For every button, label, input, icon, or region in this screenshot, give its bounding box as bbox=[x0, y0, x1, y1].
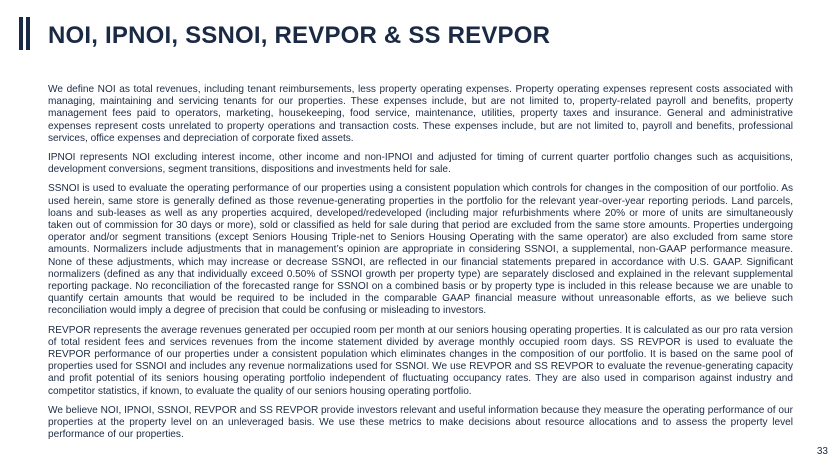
body-text bbox=[48, 84, 793, 448]
accent-bar bbox=[26, 17, 30, 50]
paragraph-ipnoi-definition: IPNOI represents NOI excluding interest income, other income and non-IPNOI and adjusted for timing of current quarter portfolio changes such as acquisitions, development conversions, segment transitions, dispositions and investments held for sale. bbox=[48, 152, 793, 176]
page-number: 33 bbox=[816, 446, 828, 457]
accent-bar bbox=[19, 17, 23, 50]
paragraph-noi-definition: We define NOI as total revenues, including tenant reimbursements, less property operating expenses. Property operating expenses represent costs associated with managing, maintaining and servicing tenants for our properties. These expenses include, but are not limited to, property-related payroll and benefits, property management fees paid to operators, marketing, housekeeping, food service, maintenance, utilities, property taxes and insurance. General and administrative expenses represent costs unrelated to property operations and transaction costs. These expenses include, but are not limited to, payroll and benefits, professional services, office expenses and depreciation of corporate fixed assets. bbox=[48, 84, 793, 144]
paragraph-metrics-rationale: We believe NOI, IPNOI, SSNOI, REVPOR and SS REVPOR provide investors relevant and useful information because they measure the operating performance of our properties at the property level on an unleveraged basis. We use these metrics to make decisions about resource allocations and to assess the property level performance of our properties. bbox=[48, 404, 793, 441]
paragraph-ssnoi-definition: SSNOI is used to evaluate the operating performance of our properties using a consistent population which controls for changes in the composition of our portfolio. As used herein, same store is generally defined as those revenue-generating properties in the portfolio for the relevant year-over-year reporting periods. Land parcels, loans and sub-leases as well as any properties acquired, developed/redeveloped (including major refurbishments where 20% or more of units are simultaneously taken out of commission for 30 days or more), sold or classified as held for sale during that period are excluded from the same store amounts. Properties undergoing operator and/or segment transitions (except Seniors Housing Triple-net to Seniors Housing Operating with the same operator) are also excluded from same store amounts. Normalizers include adjustments that in management’s opinion are appropriate in considering SSNOI, a supplemental, non-GAAP performance measure. None of these adjustments, which may increase or decrease SSNOI, are reflected in our financial statements prepared in accordance with U.S. GAAP. Significant normalizers (defined as any that individually exceed 0.50% of SSNOI growth per property type) are separately disclosed and explained in the relevant supplemental reporting package. No reconciliation of the forecasted range for SSNOI on a combined basis or by property type is included in this release because we are unable to quantify certain amounts that would be required to be included in the comparable GAAP financial measure without unreasonable efforts, as we believe such reconciliation would imply a degree of precision that could be confusing or misleading to investors. bbox=[48, 183, 793, 317]
paragraph-revpor-definition: REVPOR represents the average revenues generated per occupied room per month at our seniors housing operating properties. It is calculated as our pro rata version of total resident fees and services revenues from the income statement divided by average monthly occupied room days. SS REVPOR is used to evaluate the REVPOR performance of our properties under a consistent population which eliminates changes in the composition of our portfolio. It is based on the same pool of properties used for SSNOI and includes any revenue normalizations used for SSNOI. We use REVPOR and SS REVPOR to evaluate the revenue-generating capacity and profit potential of its seniors housing operating portfolio independent of fluctuating occupancy rates. They are also used in comparison against industry and competitor statistics, if known, to evaluate the quality of our seniors housing operating portfolio. bbox=[48, 324, 793, 397]
title-accent-bars bbox=[19, 17, 31, 50]
page-title: NOI, IPNOI, SSNOI, REVPOR & SS REVPOR bbox=[48, 22, 551, 49]
